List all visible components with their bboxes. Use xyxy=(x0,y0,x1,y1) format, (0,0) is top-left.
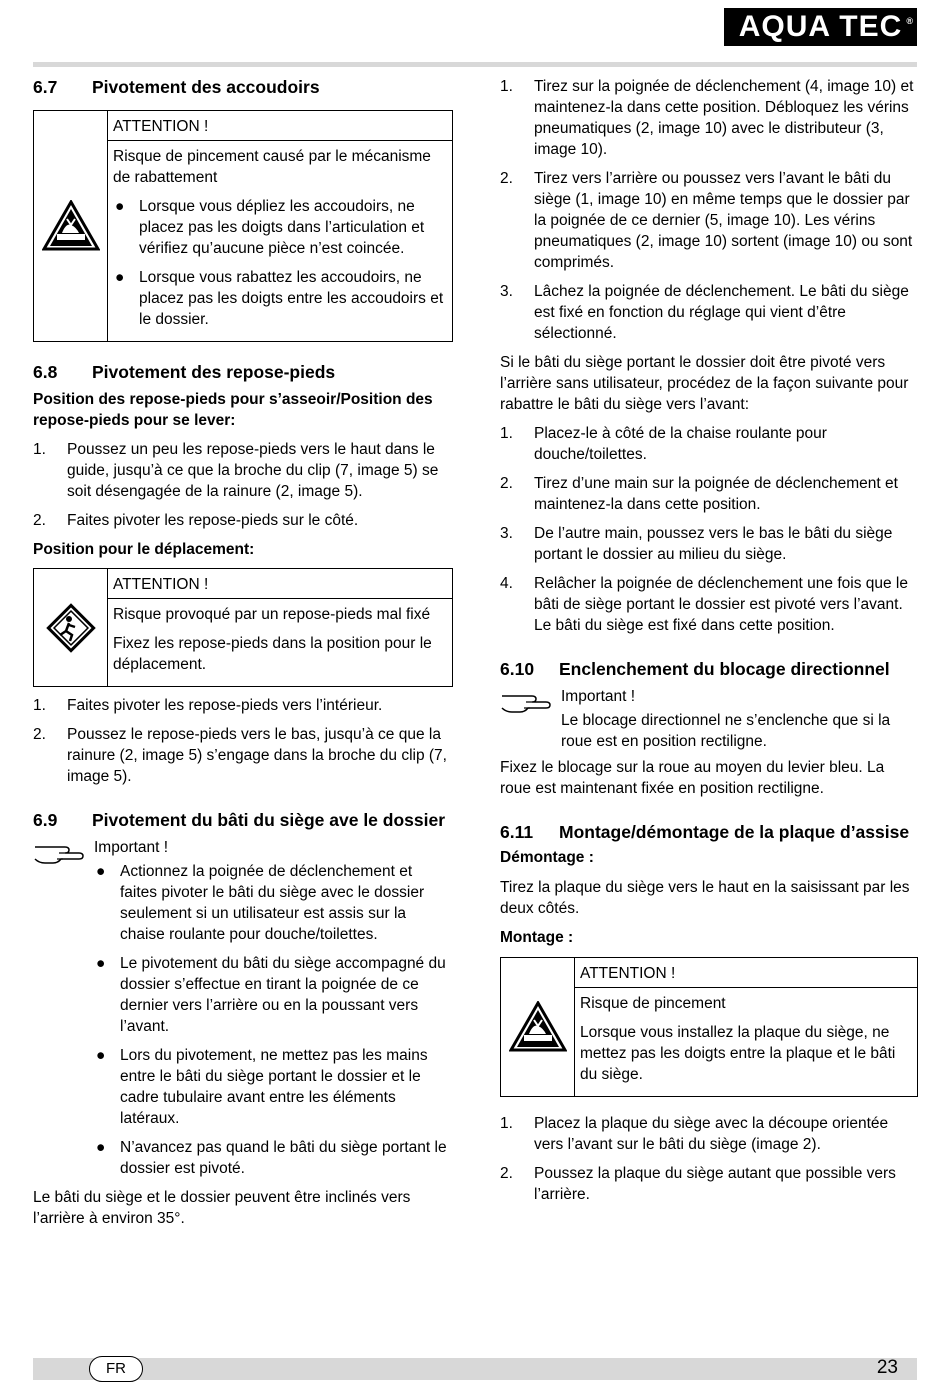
list-item: 2. Tirez vers l’arrière ou poussez vers l’avant le bâti du siège (1, image 10) en même temps que le dossier par la poignée de ce dernier (5, image 10). Les vérins pneumatiques (2, image 10) sortent (image 10) ou sont comprimés. xyxy=(500,170,913,271)
section-title: Pivotement du bâti du siège ave le dossier xyxy=(92,810,446,830)
section-number: 6.10 xyxy=(500,659,535,679)
list-item: 2. Poussez le repose-pieds vers le bas, jusqu’à ce que la rainure (2, image 5) s’engage dans la broche du clip (7, image 5). xyxy=(33,726,447,785)
warning-bullet: ● Lorsque vous rabattez les accoudoirs, ne placez pas les doigts entre les accoudoirs et le dossier. xyxy=(115,269,444,328)
page-number: 23 xyxy=(876,1357,898,1378)
section-number: 6.7 xyxy=(33,77,58,97)
list-item: 2. Tirez d’une main sur la poignée de déclenchement et maintenez-la dans cette position. xyxy=(500,475,898,513)
section-title: Montage/démontage de la plaque d’assise xyxy=(559,822,910,842)
important-note-direction-lock xyxy=(500,686,918,752)
pinch-hazard-icon xyxy=(34,111,108,341)
subheading-travel-position: Position pour le déplacement: xyxy=(33,541,255,558)
section-6-8-heading xyxy=(33,361,453,384)
list-item: 3. Lâchez la poignée de déclenchement. Le bâti du siège est fixé en fonction du réglage qui vient d’être sélectionné. xyxy=(500,283,909,342)
list-item: 2. Faites pivoter les repose-pieds sur le côté. xyxy=(33,512,359,529)
important-bullet: ● Le pivotement du bâti du siège accompagné du dossier s’effectue en tirant la poignée de ce dernier vers l’arrière ou en la poussant vers l’avant. xyxy=(96,955,446,1035)
warning-heading: ATTENTION ! xyxy=(575,958,917,988)
important-bullet: ● N’avancez pas quand le bâti du siège portant le dossier est pivoté. xyxy=(96,1139,447,1177)
subheading-seating-position: Position des repose-pieds pour s’asseoir/Position des repose-pieds pour se lever: xyxy=(33,391,433,429)
list-item: 1. Placez la plaque du siège avec la découpe orientée vers l’avant sur le bâti du siège (image 2). xyxy=(500,1115,889,1153)
right-column xyxy=(500,76,918,1213)
warning-risk-text: Risque de pincement xyxy=(580,995,726,1012)
tilt-angle-note: Le bâti du siège et le dossier peuvent être inclinés vers l’arrière à environ 35°. xyxy=(33,1189,411,1227)
section-number: 6.9 xyxy=(33,810,58,830)
pointing-hand-icon xyxy=(500,686,561,752)
paragraph-direction-lock: Fixez le blocage sur la roue au moyen du levier bleu. La roue est maintenant fixée en position rectiligne. xyxy=(500,759,885,797)
section-title: Enclenchement du blocage directionnel xyxy=(559,659,890,679)
list-item: 2. Poussez la plaque du siège autant que possible vers l’arrière. xyxy=(500,1165,896,1203)
important-note-seat-frame xyxy=(33,837,453,1187)
important-text: Le blocage directionnel ne s’enclenche que si la roue est en position rectiligne. xyxy=(561,712,891,750)
list-item: 1. Faites pivoter les repose-pieds vers l’intérieur. xyxy=(33,697,383,714)
list-item: 4. Relâcher la poignée de déclenchement une fois que le bâti de siège portant le dossier est pivoté vers l’avant. Le bâti du siège est fixé dans cette position. xyxy=(500,575,908,634)
subheading-removal: Démontage : xyxy=(500,849,594,866)
subheading-installation: Montage : xyxy=(500,929,574,946)
important-bullet: ● Lors du pivotement, ne mettez pas les mains entre le bâti du siège portant le dossier et le cadre tubulaire avant entre les éléments latéraux. xyxy=(96,1047,428,1127)
warning-risk-text: Risque de pincement causé par le mécanisme de rabattement xyxy=(113,148,431,186)
warning-box-seat-plate xyxy=(500,957,918,1097)
brand-text: AQUA TEC xyxy=(738,10,903,43)
language-badge: FR xyxy=(89,1356,143,1382)
warning-bullet: ● Lorsque vous dépliez les accoudoirs, ne placez pas les doigts dans l’articulation et vérifiez qu’aucune pièce n’est coincée. xyxy=(115,198,425,257)
left-column xyxy=(33,76,453,1229)
important-bullet: ● Actionnez la poignée de déclenchement et faites pivoter le bâti du siège avec le dossier seulement si un utilisateur est assis sur la chaise roulante pour douche/toilettes. xyxy=(96,863,425,943)
footer-bar xyxy=(33,1358,917,1380)
list-item: 3. De l’autre main, poussez vers le bas le bâti du siège portant le dossier au milieu du siège. xyxy=(500,525,893,563)
paragraph-removal: Tirez la plaque du siège vers le haut en la saisissant par les deux côtés. xyxy=(500,879,910,917)
important-heading: Important ! xyxy=(94,839,169,856)
warning-heading: ATTENTION ! xyxy=(108,111,452,141)
section-6-11-heading xyxy=(500,821,918,844)
list-item: 1. Tirez sur la poignée de déclenchement (4, image 10) et maintenez-la dans cette position. Débloquez les vérins pneumatiques (2, image 10) avec le distributeur (3, image 10). xyxy=(500,78,914,158)
warning-text: Lorsque vous installez la plaque du siège, ne mettez pas les doigts entre la plaque et le bâti du siège. xyxy=(580,1024,896,1083)
pinch-hazard-icon xyxy=(501,958,575,1096)
section-number: 6.8 xyxy=(33,362,58,382)
warning-box-footrests xyxy=(33,568,453,687)
list-item: 1. Placez-le à côté de la chaise roulante pour douche/toilettes. xyxy=(500,425,827,463)
brand-logo: AQUA TEC ® xyxy=(724,8,917,46)
section-6-10-heading xyxy=(500,658,918,681)
warning-box-armrests xyxy=(33,110,453,342)
header-rule xyxy=(33,62,917,67)
pointing-hand-icon xyxy=(33,837,94,1187)
section-6-9-heading xyxy=(33,809,453,832)
warning-heading: ATTENTION ! xyxy=(108,569,452,599)
list-item: 1. Poussez un peu les repose-pieds vers le haut dans le guide, jusqu’à ce que la broche du clip (7, image 5) se soit désengagée de la rainure (2, image 5). xyxy=(33,441,439,500)
slip-hazard-icon xyxy=(34,569,108,686)
warning-text: Fixez les repose-pieds dans la position pour le déplacement. xyxy=(113,635,432,673)
section-title: Pivotement des accoudoirs xyxy=(92,77,320,97)
paragraph-without-user: Si le bâti du siège portant le dossier doit être pivoté vers l’arrière sans utilisateur, procédez de la façon suivante pour rabattre le bâti du siège vers l’avant: xyxy=(500,354,909,413)
important-heading: Important ! xyxy=(561,688,636,705)
warning-risk-text: Risque provoqué par un repose-pieds mal fixé xyxy=(113,606,431,623)
section-number: 6.11 xyxy=(500,822,534,842)
section-6-7-heading xyxy=(33,76,453,99)
section-title: Pivotement des repose-pieds xyxy=(92,362,336,382)
